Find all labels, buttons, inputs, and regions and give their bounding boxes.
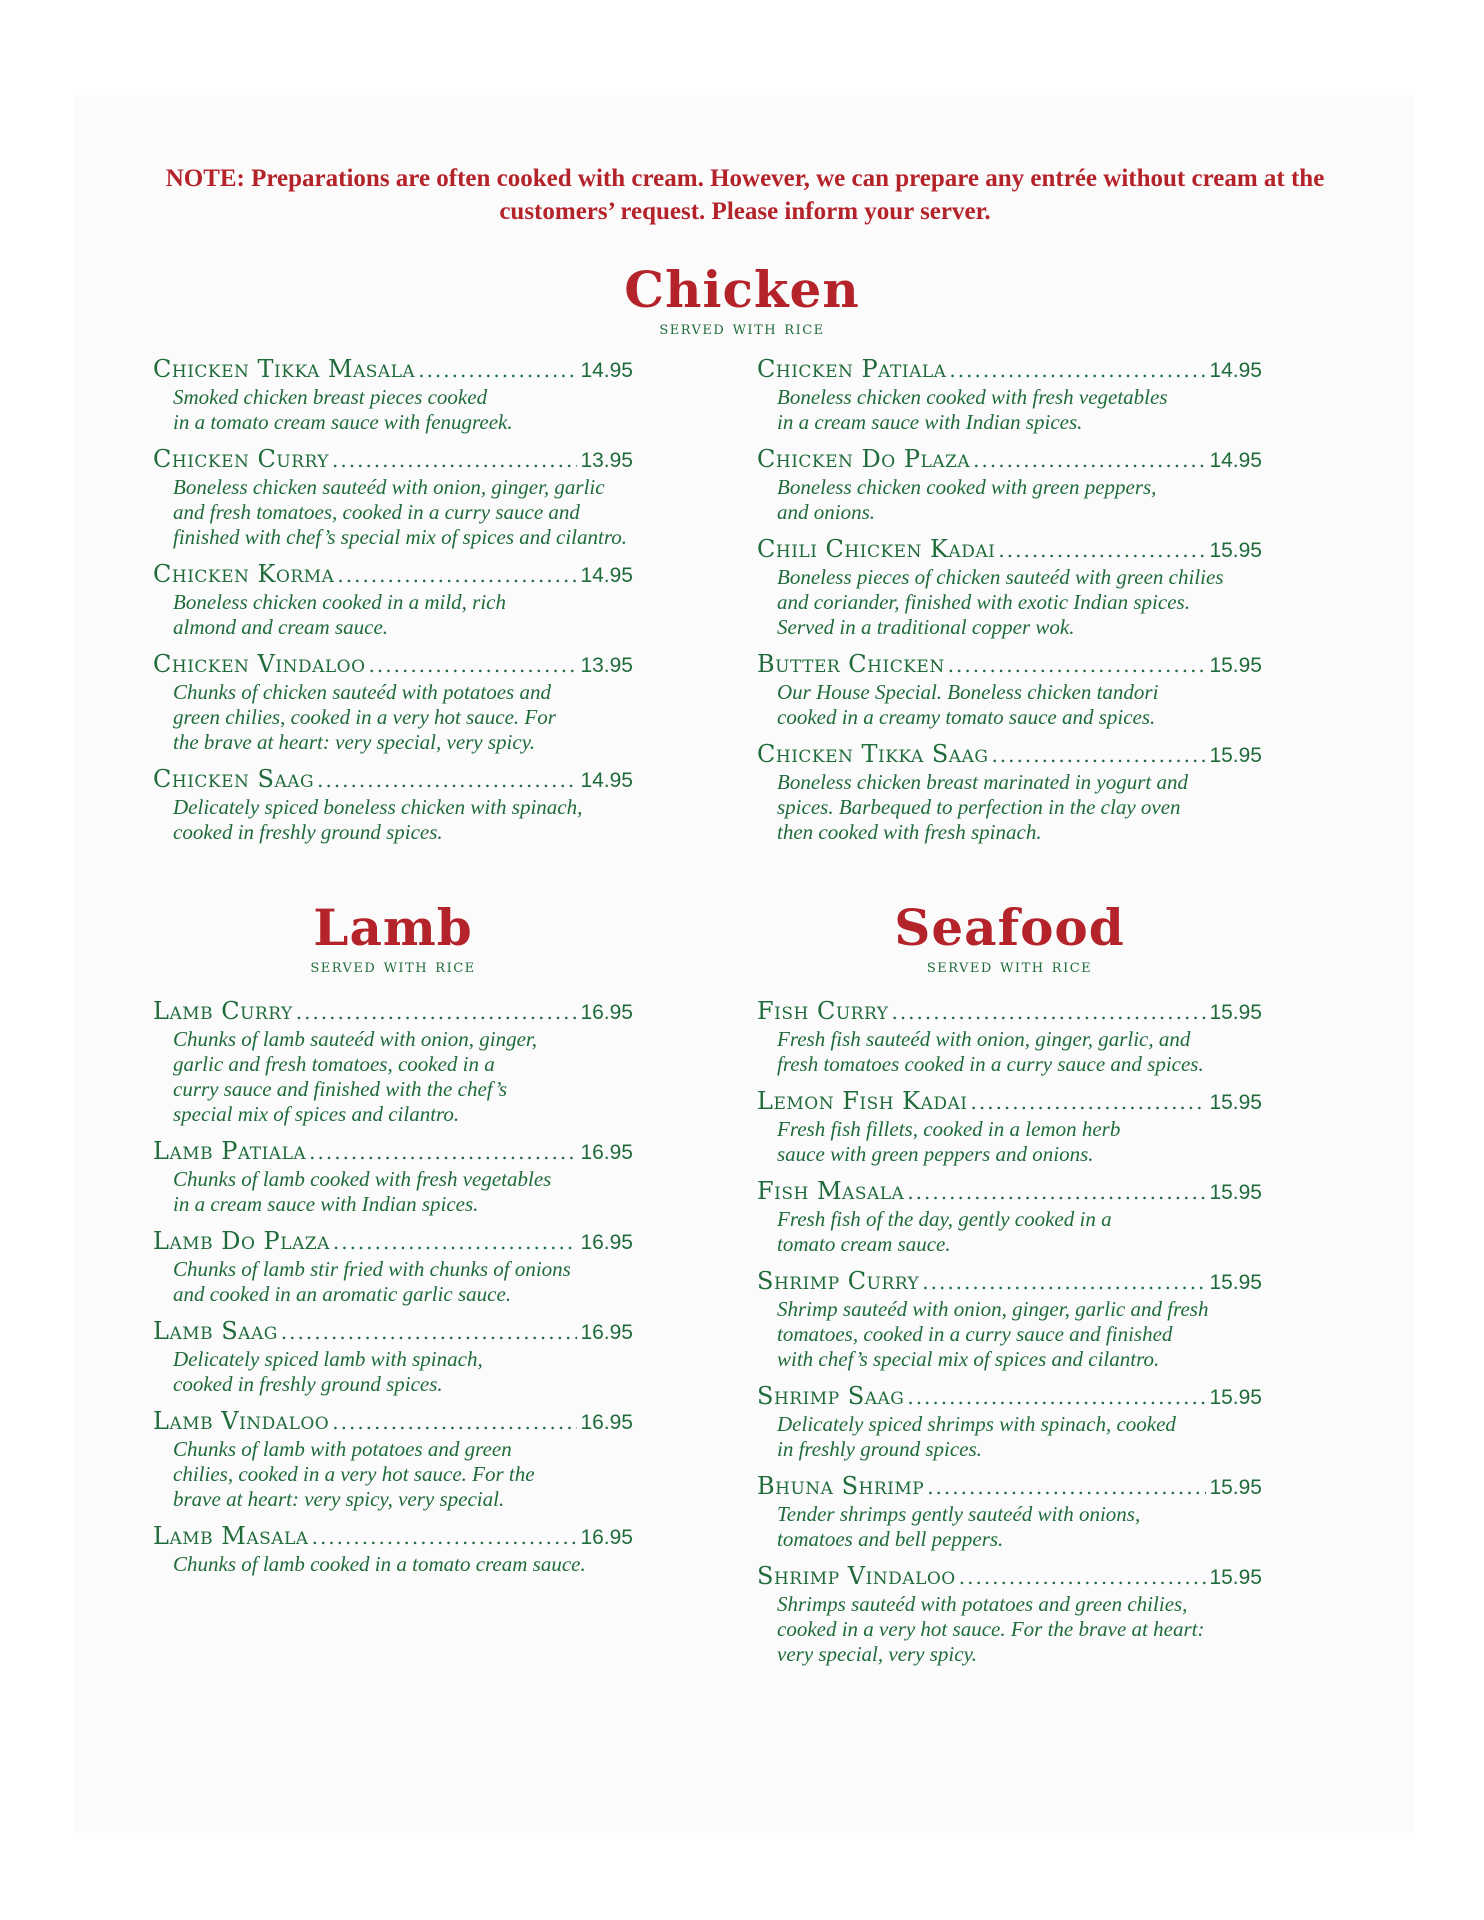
menu-item (757, 535, 1262, 640)
menu-item (153, 1227, 633, 1307)
menu-item-price: 15.95 (1209, 1091, 1262, 1114)
menu-item-description: Delicately spiced lamb with spinach, cooked in freshly ground spices. (173, 1347, 483, 1396)
menu-item-header (757, 355, 1262, 385)
menu-item-price: 14.95 (580, 769, 633, 792)
menu-item-name: Chicken Vindaloo (153, 650, 366, 678)
menu-item-header (757, 1472, 1262, 1502)
menu-item-header (153, 997, 633, 1027)
section-title: Seafood (894, 898, 1125, 957)
menu-item-name: Chicken Korma (153, 560, 335, 588)
menu-item-description: Chunks of lamb cooked with fresh vegetables in a cream sauce with Indian spices. (173, 1167, 552, 1216)
menu-item-name: Lemon Fish Kadai (757, 1087, 968, 1115)
menu-item-price: 13.95 (580, 654, 633, 677)
lamb-column (153, 997, 633, 1587)
menu-item-description: Fresh fish sauteéd with onion, ginger, garlic, and fresh tomatoes cooked in a curry sauce and spices. (777, 1027, 1204, 1076)
menu-item-price: 15.95 (1209, 1271, 1262, 1294)
menu-item-name: Chicken Curry (153, 445, 330, 473)
menu-item-description: Boneless pieces of chicken sauteéd with green chilies and coriander, finished with exotic Indian spices. Served in a traditional copper wok. (777, 565, 1224, 639)
dot-leader (971, 1088, 1207, 1116)
dot-leader (332, 446, 577, 474)
dot-leader (418, 356, 577, 384)
menu-item (757, 740, 1262, 845)
dot-leader (891, 998, 1206, 1026)
section-subtitle: served with rice (659, 318, 825, 339)
menu-item-name: Chicken Tikka Masala (153, 355, 416, 383)
menu-item-header (153, 650, 633, 680)
menu-item (153, 445, 633, 550)
menu-item-name: Lamb Patiala (153, 1137, 307, 1165)
dot-leader (973, 446, 1206, 474)
menu-item-header (153, 560, 633, 590)
menu-item-name: Chicken Do Plaza (757, 445, 971, 473)
menu-item-name: Shrimp Curry (757, 1267, 920, 1295)
menu-item-header (153, 1317, 633, 1347)
menu-item (757, 1472, 1262, 1552)
menu-item-description: Boneless chicken sauteéd with onion, ginger, garlic and fresh tomatoes, cooked in a curry sauce and finished with chef’s special mix of spices and cilantro. (173, 475, 627, 549)
section-title: Lamb (313, 898, 473, 957)
menu-item (153, 765, 633, 845)
dot-leader (296, 998, 578, 1026)
dot-leader (948, 651, 1207, 679)
menu-item-price: 15.95 (1209, 1001, 1262, 1024)
menu-item-header (153, 355, 633, 385)
dot-leader (907, 1178, 1206, 1206)
dot-leader (317, 766, 577, 794)
menu-item-header (757, 445, 1262, 475)
menu-item-description: Delicately spiced boneless chicken with spinach, cooked in freshly ground spices. (173, 795, 583, 844)
section-subtitle: served with rice (926, 956, 1093, 977)
dot-leader (281, 1318, 578, 1346)
dot-leader (907, 1383, 1206, 1411)
menu-item-header (757, 1382, 1262, 1412)
menu-item-price: 16.95 (580, 1001, 633, 1024)
menu-item-header (757, 997, 1262, 1027)
menu-item-header (153, 1137, 633, 1167)
chicken-left-column (153, 355, 633, 855)
menu-item-header (153, 445, 633, 475)
menu-item-price: 15.95 (1209, 1476, 1262, 1499)
chicken-right-column (757, 355, 1262, 855)
menu-item-price: 16.95 (580, 1526, 633, 1549)
menu-item (153, 1407, 633, 1512)
menu-item-header (153, 765, 633, 795)
menu-item-description: Boneless chicken cooked in a mild, rich almond and cream sauce. (173, 590, 506, 639)
menu-item-header (757, 535, 1262, 565)
menu-item-price: 16.95 (580, 1411, 633, 1434)
menu-item-description: Chunks of lamb stir fried with chunks of onions and cooked in an aromatic garlic sauce. (173, 1257, 571, 1306)
menu-item-name: Chicken Saag (153, 765, 315, 793)
menu-item-name: Fish Masala (757, 1177, 905, 1205)
dot-leader (949, 356, 1206, 384)
seafood-column (757, 997, 1262, 1677)
menu-item-name: Shrimp Vindaloo (757, 1562, 956, 1590)
chicken-section-header (0, 262, 1484, 340)
menu-item-price: 15.95 (1209, 1386, 1262, 1409)
menu-item-description: Fresh fish of the day, gently cooked in a tomato cream sauce. (777, 1207, 1112, 1256)
menu-item (757, 1382, 1262, 1462)
menu-item-description: Fresh fish fillets, cooked in a lemon herb sauce with green peppers and onions. (777, 1117, 1121, 1166)
menu-item-name: Lamb Vindaloo (153, 1407, 330, 1435)
menu-item-name: Lamb Masala (153, 1522, 309, 1550)
menu-item (153, 1522, 633, 1577)
dot-leader (332, 1408, 577, 1436)
menu-item-name: Chili Chicken Kadai (757, 535, 996, 563)
menu-item-name: Butter Chicken (757, 650, 945, 678)
menu-item-name: Lamb Saag (153, 1317, 278, 1345)
menu-item (757, 445, 1262, 525)
menu-item-header (153, 1522, 633, 1552)
menu-item-name: Lamb Curry (153, 997, 293, 1025)
dot-leader (369, 651, 578, 679)
menu-item-description: Chunks of lamb sauteéd with onion, ginger, garlic and fresh tomatoes, cooked in a curry sauce and finished with the chef’s special mix of spices and cilantro. (173, 1027, 537, 1126)
menu-item-name: Chicken Patiala (757, 355, 947, 383)
menu-item (153, 997, 633, 1127)
menu-item (757, 1087, 1262, 1167)
menu-item-description: Chunks of lamb with potatoes and green chilies, cooked in a very hot sauce. For the brave at heart: very spicy, very special. (173, 1437, 535, 1511)
menu-item (153, 560, 633, 640)
lamb-section-header (153, 900, 633, 978)
menu-item-price: 15.95 (1209, 539, 1262, 562)
dot-leader (309, 1138, 577, 1166)
menu-item-price: 14.95 (580, 564, 633, 587)
menu-item-price: 15.95 (1209, 744, 1262, 767)
seafood-section-header (757, 900, 1262, 978)
menu-item-header (757, 650, 1262, 680)
menu-item-header (153, 1227, 633, 1257)
section-subtitle: served with rice (310, 956, 476, 977)
menu-item-header (757, 1267, 1262, 1297)
menu-item (757, 650, 1262, 730)
menu-item-price: 15.95 (1209, 1566, 1262, 1589)
dot-leader (998, 536, 1206, 564)
menu-item (153, 650, 633, 755)
menu-item-name: Fish Curry (757, 997, 889, 1025)
menu-item (757, 355, 1262, 435)
menu-item (153, 355, 633, 435)
menu-item-description: Delicately spiced shrimps with spinach, cooked in freshly ground spices. (777, 1412, 1176, 1461)
menu-item-header (757, 1177, 1262, 1207)
menu-item-description: Chunks of chicken sauteéd with potatoes and green chilies, cooked in a very hot sauce. For the brave at heart: very special, very spicy. (173, 680, 556, 754)
dot-leader (927, 1473, 1206, 1501)
menu-item-price: 15.95 (1209, 1181, 1262, 1204)
section-title: Chicken (624, 260, 860, 319)
menu-item-description: Shrimp sauteéd with onion, ginger, garlic and fresh tomatoes, cooked in a curry sauce and finished with chef’s special mix of spices and cilantro. (777, 1297, 1209, 1371)
menu-item-description: Chunks of lamb cooked in a tomato cream sauce. (173, 1552, 586, 1576)
menu-item (757, 1562, 1262, 1667)
menu-item-description: Boneless chicken breast marinated in yogurt and spices. Barbequed to perfection in the clay oven then cooked with fresh spinach. (777, 770, 1188, 844)
dot-leader (333, 1228, 578, 1256)
menu-item-description: Boneless chicken cooked with green peppers, and onions. (777, 475, 1157, 524)
menu-item-name: Lamb Do Plaza (153, 1227, 330, 1255)
menu-item-description: Tender shrimps gently sauteéd with onions, tomatoes and bell peppers. (777, 1502, 1141, 1551)
menu-item-name: Chicken Tikka Saag (757, 740, 989, 768)
menu-item-price: 16.95 (580, 1321, 633, 1344)
dot-leader (922, 1268, 1206, 1296)
menu-item-name: Bhuna Shrimp (757, 1472, 925, 1500)
menu-item-price: 13.95 (580, 449, 633, 472)
menu-item-header (757, 1087, 1262, 1117)
dot-leader (337, 561, 577, 589)
menu-item-name: Shrimp Saag (757, 1382, 905, 1410)
menu-item (153, 1317, 633, 1397)
menu-item-header (757, 740, 1262, 770)
menu-item-price: 14.95 (1209, 449, 1262, 472)
menu-item-description: Our House Special. Boneless chicken tandori cooked in a creamy tomato sauce and spices. (777, 680, 1159, 729)
cream-note: NOTE: Preparations are often cooked with cream. However, we can prepare any entrée without cream at the customers’ request. Please inform your server. (165, 165, 1325, 225)
dot-leader (959, 1563, 1207, 1591)
menu-item-price: 14.95 (1209, 359, 1262, 382)
menu-item-header (153, 1407, 633, 1437)
menu-item-description: Smoked chicken breast pieces cooked in a tomato cream sauce with fenugreek. (173, 385, 513, 434)
menu-item-header (757, 1562, 1262, 1592)
menu-item-price: 16.95 (580, 1141, 633, 1164)
menu-item-price: 14.95 (580, 359, 633, 382)
menu-item (757, 997, 1262, 1077)
menu-item (757, 1177, 1262, 1257)
dot-leader (991, 741, 1206, 769)
menu-item (757, 1267, 1262, 1372)
menu-item-price: 15.95 (1209, 654, 1262, 677)
menu-item (153, 1137, 633, 1217)
menu-item-price: 16.95 (580, 1231, 633, 1254)
dot-leader (312, 1523, 578, 1551)
menu-item-description: Boneless chicken cooked with fresh vegetables in a cream sauce with Indian spices. (777, 385, 1168, 434)
menu-item-description: Shrimps sauteéd with potatoes and green chilies, cooked in a very hot sauce. For the brave at heart: very special, very spicy. (777, 1592, 1205, 1666)
